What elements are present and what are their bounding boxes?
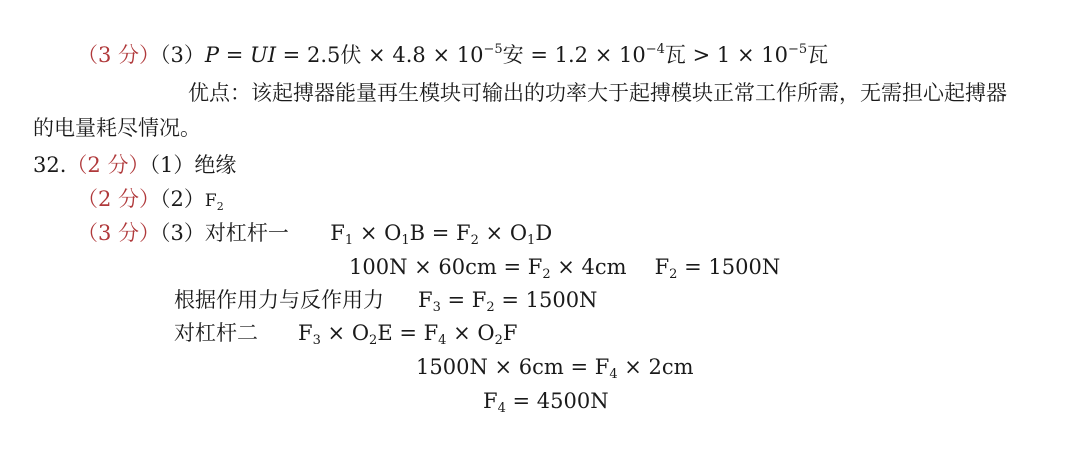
q32-part2-line <box>77 184 224 216</box>
part-label: （3）对杠杆一 <box>160 221 289 245</box>
power-formula: P = UI = <box>204 43 307 67</box>
value: 1 <box>716 43 731 67</box>
lever2-equation: $F_3 \times O_2E = F_4 \times O_2F$ <box>298 321 518 348</box>
unit: 瓦 <box>807 43 829 67</box>
advantage-line-cont: 的电量耗尽情况。 <box>33 116 201 140</box>
operator: × <box>432 43 451 67</box>
operator: × <box>594 43 613 67</box>
part-number: （3） <box>160 43 205 67</box>
subscript: 4 <box>497 401 506 416</box>
calc1-line <box>349 252 780 282</box>
part-number: （2） <box>160 187 205 211</box>
result-line <box>483 386 609 416</box>
value: 1.2 <box>554 43 589 67</box>
lever1-equation: $F_1 \times O_1B = F_2 \times O_1D$ <box>330 221 553 248</box>
calc2-line <box>416 352 694 382</box>
score-label: （3 分） <box>77 221 161 245</box>
subscript: 3 <box>432 300 441 315</box>
score-label: （3 分） <box>77 43 161 67</box>
subscript: 2 <box>486 300 495 315</box>
operator: × <box>368 43 386 67</box>
value: 2.5 <box>306 43 341 67</box>
calc-left: 100N × 60cm = F <box>349 255 543 279</box>
answer: F <box>204 191 217 211</box>
unit: 伏 <box>340 43 362 67</box>
equation: = F <box>440 288 487 312</box>
operator: > <box>692 43 711 67</box>
calc-right: × 2cm <box>617 355 694 379</box>
lever2-label: 对杠杆二 <box>174 321 258 345</box>
result: = 4500N <box>505 389 609 413</box>
calc-left: 1500N × 6cm = F <box>416 355 610 379</box>
advantage-line: 优点：该起搏器能量再生模块可输出的功率大于起搏模块正常工作所需，无需担心起搏器 <box>188 81 1007 105</box>
unit: 瓦 <box>664 43 686 67</box>
subscript: 2 <box>669 267 678 282</box>
exponent: −4 <box>645 42 665 57</box>
base: 10 <box>761 43 788 67</box>
exponent: −5 <box>788 42 808 57</box>
reaction-line <box>174 285 597 315</box>
operator: = <box>530 43 548 67</box>
q32-part1-line <box>33 150 236 180</box>
question-number: 32. <box>33 153 67 177</box>
calc-mid: × 4cm <box>550 255 627 279</box>
base: 10 <box>456 43 484 67</box>
lever2-line <box>174 318 517 348</box>
subscript: 2 <box>216 200 224 213</box>
force: F <box>483 389 498 413</box>
q31-part3-line <box>77 40 828 70</box>
operator: × <box>736 43 755 67</box>
reaction-text: 根据作用力与反作用力 <box>174 288 384 312</box>
subscript: 2 <box>542 267 551 282</box>
force: F <box>418 288 433 312</box>
calc-result: = 1500N <box>677 255 781 279</box>
subscript: 4 <box>609 367 618 382</box>
answer: （1）绝缘 <box>149 153 237 177</box>
score-label: （2 分） <box>66 153 150 177</box>
force: F <box>654 255 670 279</box>
equation: = 1500N <box>494 288 598 312</box>
base: 10 <box>619 43 646 67</box>
exponent: −5 <box>483 42 503 57</box>
score-label: （2 分） <box>77 187 161 211</box>
unit: 安 <box>502 43 524 67</box>
q32-part3-line <box>77 218 552 248</box>
value: 4.8 <box>392 43 426 67</box>
